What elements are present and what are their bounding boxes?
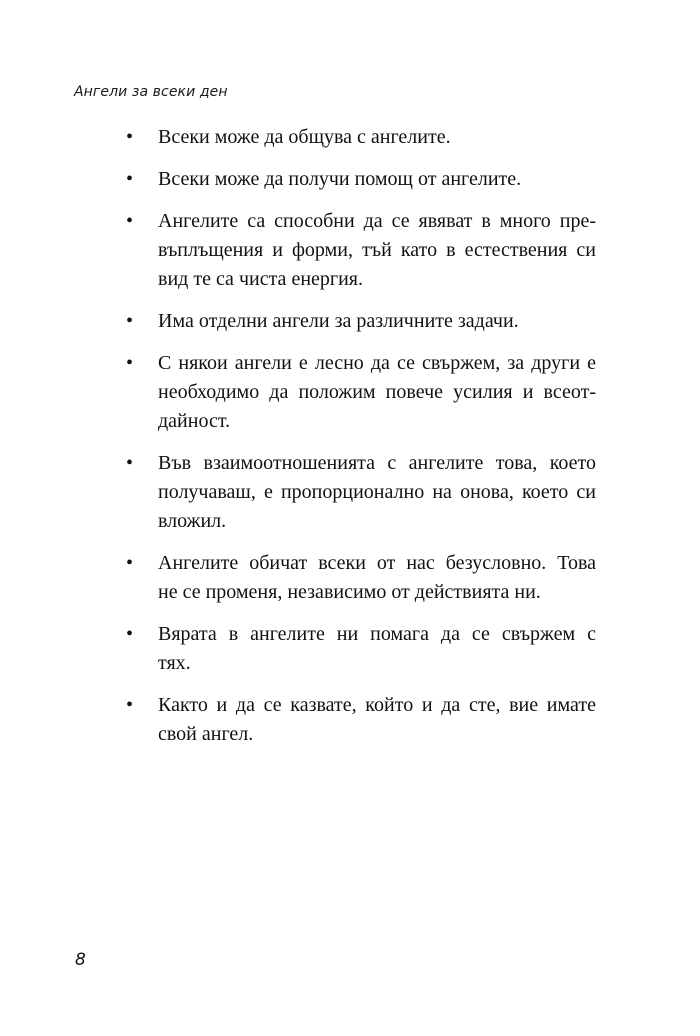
list-item-line: свой ангел. bbox=[158, 723, 254, 745]
list-item-line: Ангелите обичат всеки от нас безусловно. Това bbox=[158, 552, 596, 574]
bullet-icon: • bbox=[126, 694, 134, 716]
bullet-icon: • bbox=[126, 352, 134, 374]
list-item-line: вложил. bbox=[158, 510, 227, 532]
list-item-line: тях. bbox=[158, 652, 191, 674]
list-item-line: Във взаимоотношенията с ангелите това, което bbox=[158, 452, 596, 474]
list-item bbox=[120, 307, 596, 336]
bullet-icon: • bbox=[126, 210, 134, 232]
list-item-line: вид те са чиста енергия. bbox=[158, 268, 363, 290]
bullet-icon: • bbox=[126, 552, 134, 574]
list-item-line: получаваш, е пропорционално на онова, което си bbox=[158, 481, 596, 503]
bullet-icon: • bbox=[126, 452, 134, 474]
list-item-line: Вярата в ангелите ни помага да се свържем с bbox=[158, 623, 596, 645]
list-item-line: Всеки може да получи помощ от ангелите. bbox=[158, 168, 522, 190]
bullet-icon: • bbox=[126, 623, 134, 645]
list-item-line: дайност. bbox=[158, 410, 231, 432]
list-item-line: Всеки може да общува с ангелите. bbox=[158, 126, 451, 148]
list-item-line: въплъщения и форми, тъй като в естествения си bbox=[158, 239, 596, 261]
list-item bbox=[120, 207, 596, 294]
list-item bbox=[120, 691, 596, 749]
running-header: Ангели за всеки ден bbox=[74, 84, 228, 100]
list-item-line: Ангелите са способни да се явяват в много пре- bbox=[158, 210, 596, 232]
list-item bbox=[120, 620, 596, 678]
list-item-line: не се променя, независимо от действията ни. bbox=[158, 581, 541, 603]
bullet-list bbox=[120, 123, 596, 762]
list-item bbox=[120, 123, 596, 152]
list-item bbox=[120, 449, 596, 536]
list-item-line: необходимо да положим повече усилия и всеот- bbox=[158, 381, 596, 403]
list-item bbox=[120, 349, 596, 436]
list-item-line: Има отделни ангели за различните задачи. bbox=[158, 310, 519, 332]
list-item-line: Както и да се казвате, който и да сте, вие имате bbox=[158, 694, 596, 716]
list-item bbox=[120, 165, 596, 194]
page-number: 8 bbox=[75, 950, 86, 970]
bullet-icon: • bbox=[126, 168, 134, 190]
list-item-line: С някои ангели е лесно да се свържем, за други е bbox=[158, 352, 596, 374]
list-item bbox=[120, 549, 596, 607]
bullet-icon: • bbox=[126, 126, 134, 148]
bullet-icon: • bbox=[126, 310, 134, 332]
